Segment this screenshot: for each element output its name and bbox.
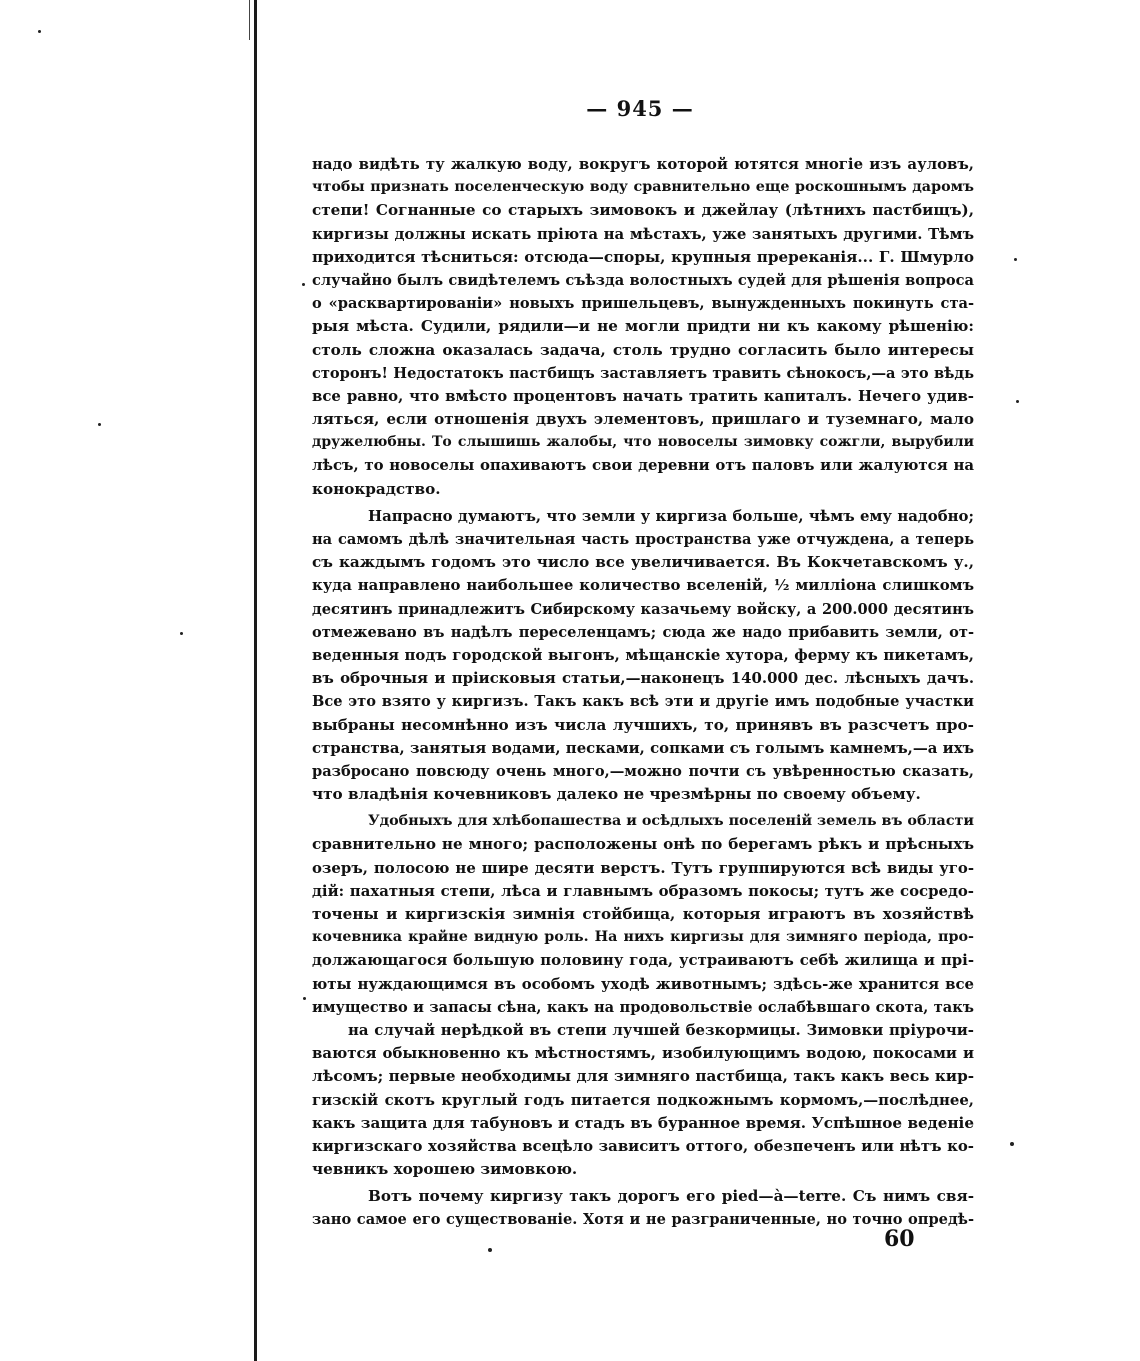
text-line: гизскій скотъ круглый годъ питается подкожнымъ кормомъ,—послѣднее,	[312, 1090, 974, 1109]
text-line: Напрасно думаютъ, что земли у киргиза больше, чѣмъ ему надобно;	[368, 506, 974, 525]
text-line: на самомъ дѣлѣ значительная часть пространства уже отчуждена, а теперь	[312, 531, 974, 548]
text-line: выбраны несомнѣнно изъ числа лучшихъ, то, принявъ въ разсчетъ про-	[312, 715, 974, 734]
text-line: киргизскаго хозяйства всецѣло зависитъ оттого, обезпеченъ или нѣтъ ко-	[312, 1136, 974, 1155]
text-line: все равно, что вмѣсто процентовъ начать тратить капиталъ. Нечего удив-	[312, 386, 974, 405]
text-line: веденныя подъ городской выгонъ, мѣщанскіе хутора, ферму къ пикетамъ,	[312, 645, 974, 664]
text-line: ляться, если отношенія двухъ элементовъ, пришлаго и туземнаго, мало	[312, 410, 974, 429]
text-line: юты нуждающимся въ особомъ уходѣ животнымъ; здѣсь-же хранится все	[312, 974, 974, 993]
scan-speck	[1016, 400, 1019, 403]
scan-speck	[303, 997, 306, 1000]
text-line: лѣсъ, то новоселы опахиваютъ свои деревни отъ паловъ или жалуются на	[312, 456, 974, 475]
text-line: лѣсомъ; первые необходимы для зимняго пастбища, такъ какъ весь кир-	[312, 1067, 974, 1086]
text-line: чевникъ хорошею зимовкою.	[312, 1160, 578, 1179]
text-line: чтобы признать поселенческую воду сравнительно еще роскошнымъ даромъ	[312, 179, 974, 196]
scan-speck	[38, 30, 41, 33]
text-line: киргизы должны искать пріюта на мѣстахъ, уже занятыхъ другими. Тѣмъ	[312, 224, 974, 243]
paragraph	[312, 1185, 974, 1231]
signature-number: 60	[884, 1226, 915, 1252]
text-line: кочевника крайне видную роль. На нихъ киргизы для зимняго періода, про-	[312, 929, 974, 946]
text-line: столь сложна оказалась задача, столь трудно согласить было интересы	[312, 340, 974, 359]
text-line: зано самое его существованіе. Хотя и не разграниченные, но точно опредѣ-	[312, 1211, 974, 1229]
text-line: имущество и запасы сѣна, какъ на продовольствіе ослабѣвшаго скота, такъ	[312, 998, 974, 1016]
text-line: ваются обыкновенно къ мѣстностямъ, изобилующимъ водою, покосами и	[312, 1044, 974, 1063]
text-line: должающагося большую половину года, устраиваютъ себѣ жилища и прі-	[312, 951, 974, 970]
text-line: дій: пахатныя степи, лѣса и главнымъ образомъ покосы; тутъ же сосредо-	[312, 881, 974, 900]
scan-speck	[98, 423, 101, 426]
text-line: случайно былъ свидѣтелемъ съѣзда волостныхъ судей для рѣшенія вопроса	[312, 271, 974, 289]
text-line: Вотъ почему киргизу такъ дорогъ его pied—à—terre. Съ нимъ свя-	[368, 1187, 974, 1206]
paragraph	[312, 153, 974, 501]
text-line: въ оброчныя и пріисковыя статьи,—наконецъ 140.000 дес. лѣсныхъ дачъ.	[312, 669, 974, 688]
body-text	[312, 153, 974, 1232]
text-line: странства, занятыя водами, песками, сопками съ голымъ камнемъ,—а ихъ	[312, 738, 974, 757]
text-line: десятинъ принадлежитъ Сибирскому казачьему войску, а 200.000 десятинъ	[312, 600, 974, 618]
text-line: степи! Согнанные со старыхъ зимовокъ и джейлау (лѣтнихъ пастбищъ),	[312, 201, 974, 220]
binding-edge-mark	[249, 0, 250, 40]
text-line: дружелюбны. То слышишь жалобы, что новоселы зимовку сожгли, вырубили	[312, 434, 974, 451]
paragraph	[312, 505, 974, 806]
text-line: что владѣнія кочевниковъ далеко не чрезмѣрны по своему объему.	[312, 785, 921, 804]
scan-speck	[488, 1248, 492, 1252]
text-line: конокрадство.	[312, 479, 441, 498]
text-line: какъ защита для табуновъ и стадъ въ буранное время. Успѣшное веденіе	[312, 1113, 974, 1132]
scan-speck	[180, 632, 183, 635]
text-line: рыя мѣста. Судили, рядили—и не могли придти ни къ какому рѣшенію:	[312, 317, 974, 336]
text-line: на случай нерѣдкой въ степи лучшей безкормицы. Зимовки пріурочи-	[348, 1020, 974, 1039]
text-line: отмежевано въ надѣлъ переселенцамъ; сюда же надо прибавить земли, от-	[312, 623, 974, 641]
text-line: надо видѣть ту жалкую воду, вокругъ которой ютятся многіе изъ ауловъ,	[312, 155, 974, 173]
text-line: Все это взято у киргизъ. Такъ какъ всѣ эти и другіе имъ подобные участки	[312, 693, 974, 711]
text-line: сравнительно не много; расположены онѣ по берегамъ рѣкъ и прѣсныхъ	[312, 835, 974, 854]
text-line: озеръ, полосою не шире десяти верстъ. Тутъ группируются всѣ виды уго-	[312, 858, 974, 877]
text-line: Удобныхъ для хлѣбопашества и осѣдлыхъ поселеній земель въ области	[368, 813, 974, 830]
text-line: приходится тѣсниться: отсюда—споры, крупныя пререканія... Г. Шмурло	[312, 247, 974, 266]
page-number: — 945 —	[586, 96, 694, 121]
paragraph	[312, 810, 974, 1181]
text-line: о «расквартированіи» новыхъ пришельцевъ, вынужденныхъ покинуть ста-	[312, 295, 974, 313]
text-line: съ каждымъ годомъ это число все увеличивается. Въ Кокчетавскомъ у.,	[312, 553, 974, 572]
text-line: разбросано повсюду очень много,—можно почти съ увѣренностью сказать,	[312, 762, 974, 780]
text-line: точены и киргизскія зимнія стойбища, которыя играютъ въ хозяйствѣ	[312, 905, 974, 923]
scan-speck	[1014, 258, 1017, 261]
binding-edge-line	[254, 0, 257, 1361]
text-line: сторонъ! Недостатокъ пастбищъ заставляетъ травить сѣнокосъ,—а это вѣдь	[312, 364, 974, 382]
scan-speck	[1010, 1142, 1014, 1146]
text-line: куда направлено наибольшее количество вселеній, ½ милліона слишкомъ	[312, 576, 974, 595]
scan-speck	[302, 283, 305, 286]
